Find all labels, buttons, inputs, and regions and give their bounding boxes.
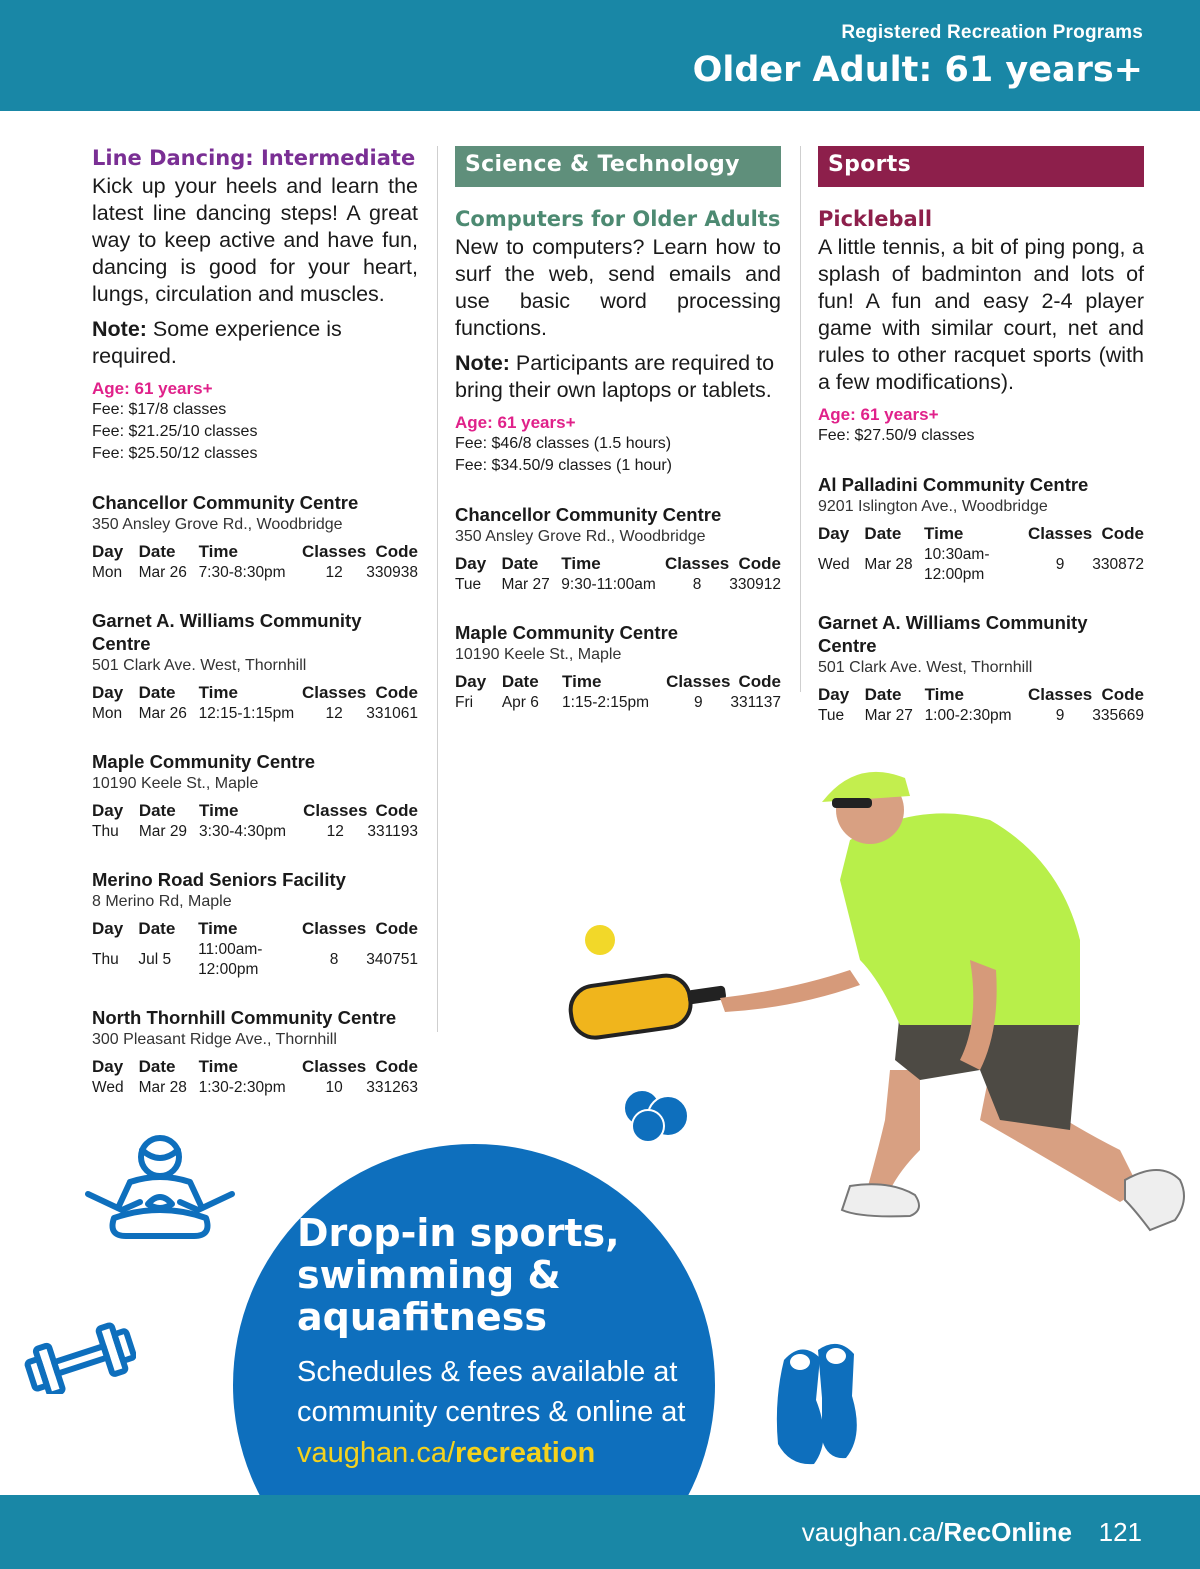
schedule-header-row (92, 681, 418, 703)
cell-time: 10:30am-12:00pm (924, 546, 990, 583)
cell-time: 9:30-11:00am (561, 576, 656, 593)
cell-day: Thu (92, 823, 119, 840)
location-list (455, 503, 781, 713)
header-kicker: Registered Recreation Programs (841, 22, 1143, 43)
program-note (92, 316, 418, 370)
schedule-header-row (92, 799, 418, 821)
column-header-date: Date (864, 524, 902, 543)
column-header-classes: Classes (664, 554, 730, 573)
cell-time: 11:00am-12:00pm (198, 941, 263, 978)
column-header-classes: Classes (666, 672, 731, 691)
cell-classes: 9 (1055, 707, 1065, 724)
cell-day: Wed (818, 556, 850, 573)
column-header-date: Date (138, 801, 176, 820)
location-address: 10190 Keele St., Maple (92, 775, 259, 792)
schedule-table (455, 552, 781, 595)
cell-code: 331061 (366, 705, 418, 722)
column-header-time: Time (198, 1057, 238, 1076)
schedule-header-row (92, 540, 418, 562)
location-block (818, 473, 1144, 585)
location-list (92, 491, 418, 1098)
column-header-date: Date (138, 542, 176, 561)
section-header-sports: Sports (818, 146, 1144, 187)
cell-date: Mar 29 (138, 823, 188, 840)
column-header-day: Day (92, 542, 124, 561)
column-header-time: Time (562, 672, 602, 691)
cell-time: 3:30-4:30pm (199, 823, 287, 840)
cell-time: 1:00-2:30pm (924, 707, 1012, 724)
table-row (92, 562, 418, 583)
fee-line: Fee: $21.25/10 classes (92, 423, 258, 440)
computers-program (455, 146, 781, 713)
location-address: 8 Merino Rd, Maple (92, 893, 232, 910)
pickleball-program (818, 146, 1144, 726)
schedule-header-row (455, 552, 781, 574)
note-text: Some experience is required. (92, 317, 342, 368)
cell-classes: 8 (329, 951, 339, 968)
location-address: 10190 Keele St., Maple (455, 646, 622, 663)
column-header-classes: Classes (1027, 524, 1093, 543)
column-header-code: Code (738, 554, 781, 573)
cell-classes: 12 (325, 564, 343, 581)
pickleball-player-illustration (560, 740, 1200, 1240)
location-list (818, 473, 1144, 726)
cell-day: Tue (818, 707, 845, 724)
page-number: 121 (1098, 1517, 1142, 1547)
cell-code: 335669 (1092, 707, 1144, 724)
table-row (818, 705, 1144, 726)
location-block (455, 621, 781, 713)
column-header-date: Date (138, 1057, 176, 1076)
fee-line: Fee: $25.50/12 classes (92, 445, 258, 462)
column-header-date: Date (864, 685, 902, 704)
column-header-classes: Classes (303, 801, 368, 820)
column-header-time: Time (198, 683, 238, 702)
footer-link[interactable] (802, 1517, 1072, 1548)
cell-code: 331193 (367, 823, 418, 840)
promo-headline: Drop-in sports, swimming & aquafitness (297, 1211, 620, 1339)
table-row (92, 703, 418, 724)
column-header-code: Code (375, 919, 418, 938)
table-row (92, 1077, 418, 1098)
cell-time: 1:30-2:30pm (198, 1079, 286, 1096)
fee-line: Fee: $27.50/9 classes (818, 427, 975, 444)
column-divider (800, 146, 801, 692)
column-header-day: Day (92, 683, 124, 702)
cell-classes: 10 (325, 1079, 343, 1096)
column-header-day: Day (92, 1057, 124, 1076)
schedule-table (92, 917, 418, 980)
note-text: Participants are required to bring their own laptops or tablets. (455, 351, 775, 402)
cell-code: 330912 (729, 576, 781, 593)
column-header-code: Code (375, 1057, 418, 1076)
schedule-table (92, 681, 418, 724)
table-row (92, 821, 418, 842)
note-label: Note: (92, 317, 147, 341)
location-address: 300 Pleasant Ridge Ave., Thornhill (92, 1031, 337, 1048)
cell-date: Mar 28 (138, 1079, 187, 1096)
dumbbell-icon (24, 1322, 136, 1394)
schedule-table (92, 1055, 418, 1098)
column-header-classes: Classes (1027, 685, 1093, 704)
fee-line: Fee: $46/8 classes (1.5 hours) (455, 435, 672, 452)
promo-url-bold: recreation (455, 1437, 596, 1469)
schedule-header-row (92, 1055, 418, 1077)
column-header-time: Time (561, 554, 601, 573)
cell-date: Jul 5 (138, 951, 172, 968)
program-description: Kick up your heels and learn the latest line dancing steps! A great way to keep active and have fun, dancing is good for your heart, lungs, circulation and muscles. (92, 174, 418, 306)
cell-classes: 12 (325, 705, 343, 722)
meditation-icon (84, 1132, 236, 1244)
column-header-date: Date (138, 683, 176, 702)
location-address: 9201 Islington Ave., Woodbridge (818, 498, 1048, 515)
location-name: Merino Road Seniors Facility (92, 869, 346, 890)
schedule-header-row (455, 670, 781, 692)
footer-url-bold: RecOnline (943, 1517, 1072, 1547)
cell-date: Mar 27 (501, 576, 550, 593)
promo-link[interactable] (297, 1432, 697, 1474)
program-title: Computers for Older Adults (455, 207, 781, 231)
location-name: Chancellor Community Centre (92, 492, 359, 513)
location-name: Garnet A. Williams Community Centre (818, 612, 1088, 656)
column-divider (437, 146, 438, 1032)
column-header-day: Day (92, 919, 124, 938)
section-header-science: Science & Technology (455, 146, 781, 187)
location-name: Al Palladini Community Centre (818, 474, 1089, 495)
cell-time: 7:30-8:30pm (198, 564, 286, 581)
cell-code: 331263 (366, 1079, 418, 1096)
program-title: Pickleball (818, 207, 933, 231)
table-row (92, 939, 418, 980)
location-address: 501 Clark Ave. West, Thornhill (818, 659, 1033, 676)
cell-date: Mar 27 (864, 707, 913, 724)
cell-date: Mar 28 (864, 556, 913, 573)
location-name: Maple Community Centre (455, 622, 679, 643)
location-address: 350 Ansley Grove Rd., Woodbridge (455, 528, 706, 545)
cell-day: Wed (92, 1079, 124, 1096)
location-name: North Thornhill Community Centre (92, 1007, 397, 1028)
location-address: 501 Clark Ave. West, Thornhill (92, 657, 307, 674)
cell-day: Tue (455, 576, 482, 593)
table-row (818, 544, 1144, 585)
column-header-time: Time (199, 801, 239, 820)
schedule-table (455, 670, 781, 713)
column-header-day: Day (818, 524, 850, 543)
cell-classes: 9 (693, 694, 703, 711)
column-header-code: Code (1101, 685, 1144, 704)
location-name: Chancellor Community Centre (455, 504, 722, 525)
line-dancing-program (92, 146, 418, 1098)
schedule-header-row (92, 917, 418, 939)
cell-code: 330938 (366, 564, 418, 581)
location-address: 350 Ansley Grove Rd., Woodbridge (92, 516, 343, 533)
column-header-code: Code (1101, 524, 1144, 543)
column-header-classes: Classes (301, 542, 367, 561)
cell-classes: 9 (1055, 556, 1065, 573)
location-block (92, 609, 418, 724)
location-block (455, 503, 781, 595)
cell-day: Mon (92, 705, 123, 722)
age-label: Age: 61 years+ (92, 379, 213, 398)
cell-day: Thu (92, 951, 119, 968)
program-description: A little tennis, a bit of ping pong, a splash of badminton and lots of fun! A fun and easy 2-4 player game with similar court, net and rules to other racquet sports (with a few modifications). (818, 235, 1144, 394)
location-name: Maple Community Centre (92, 751, 316, 772)
location-block (818, 611, 1144, 726)
column-header-time: Time (198, 542, 238, 561)
promo-block (297, 1212, 697, 1474)
page-footer (0, 1495, 1200, 1569)
age-label: Age: 61 years+ (455, 413, 576, 432)
program-title: Line Dancing: Intermediate (92, 146, 416, 170)
program-description: New to computers? Learn how to surf the web, send emails and use basic word processing functions. (455, 235, 781, 340)
column-header-classes: Classes (301, 1057, 367, 1076)
cell-date: Mar 26 (138, 564, 187, 581)
cell-classes: 8 (692, 576, 702, 593)
cell-code: 330872 (1092, 556, 1144, 573)
location-block (92, 868, 418, 980)
schedule-table (92, 540, 418, 583)
cell-code: 331137 (730, 694, 781, 711)
location-block (92, 750, 418, 842)
column-header-time: Time (198, 919, 238, 938)
program-note (455, 350, 781, 404)
schedule-table (818, 683, 1144, 726)
schedule-header-row (818, 683, 1144, 705)
location-block (92, 1006, 418, 1098)
promo-url-prefix: vaughan.ca/ (297, 1437, 456, 1469)
column-header-day: Day (455, 672, 487, 691)
cell-date: Mar 26 (138, 705, 187, 722)
cell-classes: 12 (326, 823, 344, 840)
table-row (455, 692, 781, 713)
column-header-classes: Classes (301, 919, 367, 938)
schedule-header-row (818, 522, 1144, 544)
column-header-date: Date (501, 672, 539, 691)
cell-time: 1:15-2:15pm (562, 694, 650, 711)
promo-body: Schedules & fees available at community centres & online at (297, 1356, 686, 1428)
column-header-code: Code (375, 542, 418, 561)
age-label: Age: 61 years+ (818, 405, 939, 424)
column-header-code: Code (738, 672, 781, 691)
swim-fins-icon (772, 1340, 864, 1468)
cell-code: 340751 (366, 951, 418, 968)
cell-time: 12:15-1:15pm (198, 705, 295, 722)
table-row (455, 574, 781, 595)
schedule-table (92, 799, 418, 842)
footer-url-prefix: vaughan.ca/ (801, 1517, 944, 1547)
cell-day: Mon (92, 564, 123, 581)
schedule-table (818, 522, 1144, 585)
column-header-day: Day (818, 685, 850, 704)
column-header-time: Time (924, 524, 964, 543)
column-header-classes: Classes (301, 683, 367, 702)
column-header-code: Code (375, 683, 418, 702)
column-header-date: Date (501, 554, 539, 573)
column-header-time: Time (924, 685, 964, 704)
column-header-date: Date (138, 919, 176, 938)
location-name: Garnet A. Williams Community Centre (92, 610, 362, 654)
page-title: Older Adult: 61 years+ (692, 50, 1143, 90)
balls-icon (620, 1088, 694, 1144)
column-header-code: Code (375, 801, 418, 820)
cell-day: Fri (455, 694, 474, 711)
location-block (92, 491, 418, 583)
page-header (0, 0, 1200, 111)
fee-line: Fee: $17/8 classes (92, 401, 227, 418)
column-header-day: Day (92, 801, 124, 820)
note-label: Note: (455, 351, 510, 375)
cell-date: Apr 6 (501, 694, 539, 711)
fee-line: Fee: $34.50/9 classes (1 hour) (455, 457, 673, 474)
column-header-day: Day (455, 554, 487, 573)
